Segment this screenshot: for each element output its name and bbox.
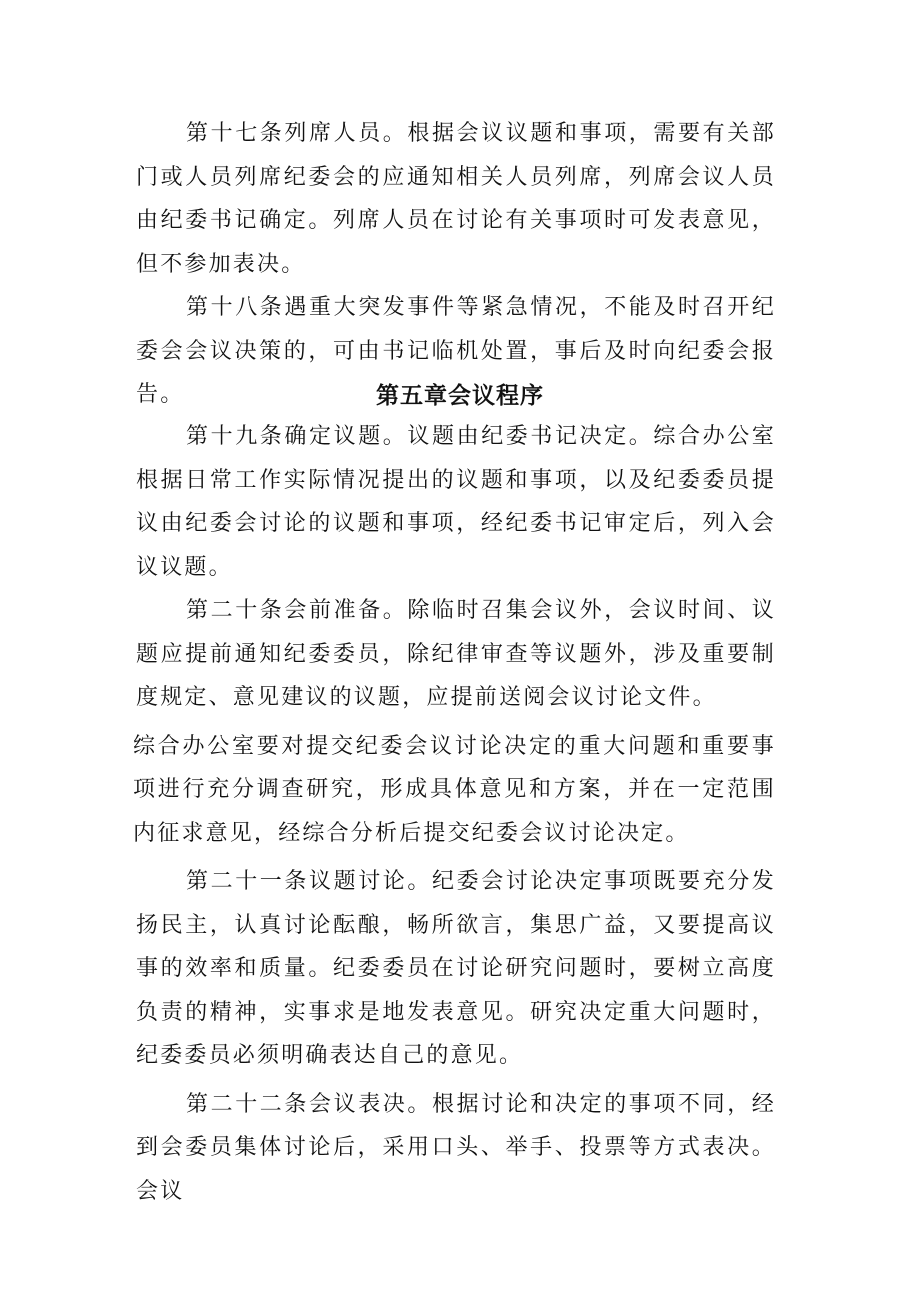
- article-17-paragraph: 第十七条列席人员。根据会议议题和事项，需要有关部门或人员列席纪委会的应通知相关人员列席，列席会议人员由纪委书记确定。列席人员在讨论有关事项时可发表意见，但不参加表决。: [136, 121, 776, 277]
- article-21-paragraph: 第二十一条议题讨论。纪委会讨论决定事项既要充分发扬民主，认真讨论酝酿，畅所欲言，集思广益，又要提高议事的效率和质量。纪委委员在讨论研究问题时，要树立高度负责的精神，实事求是地发表意见。研究决定重大问题时，纪委委员必须明确表达自己的意见。: [136, 869, 776, 1068]
- article-20-paragraph: 第二十条会前准备。除临时召集会议外，会议时间、议题应提前通知纪委委员，除纪律审查等议题外，涉及重要制度规定、意见建议的议题，应提前送阅会议讨论文件。: [136, 598, 776, 710]
- article-19-paragraph: 第十九条确定议题。议题由纪委书记决定。综合办公室根据日常工作实际情况提出的议题和事项，以及纪委委员提议由纪委会讨论的议题和事项，经纪委书记审定后，列入会议议题。: [136, 424, 776, 580]
- chapter-heading: 第五章会议程序: [376, 383, 544, 409]
- article-22-paragraph: 第二十二条会议表决。根据讨论和决定的事项不同，经到会委员集体讨论后，采用口头、举手、投票等方式表决。会议: [136, 1091, 776, 1204]
- section-after-heading: [133, 415, 776, 1213]
- section-before-heading: [136, 112, 776, 417]
- office-paragraph: 综合办公室要对提交纪委会议讨论决定的重大问题和重要事项进行充分调查研究，形成具体意见和方案，并在一定范围内征求意见，经综合分析后提交纪委会议讨论决定。: [133, 733, 776, 846]
- article-18-paragraph: 第十八条遇重大突发事件等紧急情况，不能及时召开纪委会会议决策的，可由书记临机处置，事后及时向纪委会报告。: [136, 295, 776, 407]
